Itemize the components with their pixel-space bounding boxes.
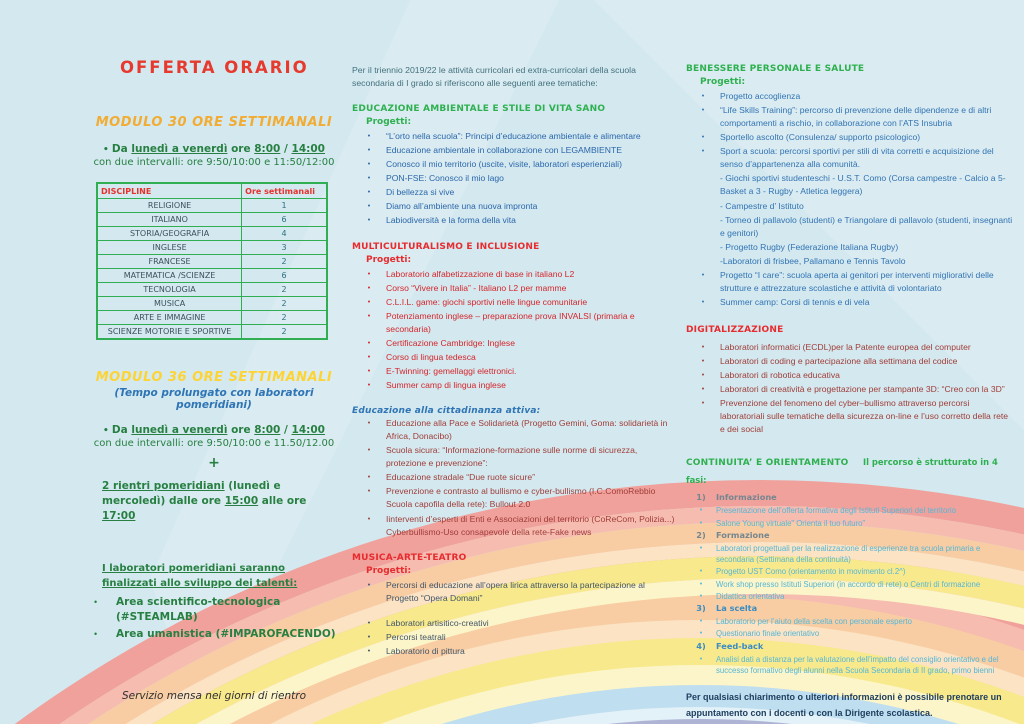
list-item: [352, 186, 675, 199]
bullet-marker: •: [699, 655, 703, 663]
list-item-text: Corso “Vivere in Italia” - Italiano L2 per mamme: [386, 282, 567, 293]
list-item: [352, 579, 675, 605]
list-item: [686, 341, 1014, 354]
module36-subtitle: (Tempo prolungato con laboratori pomeridiani): [114, 387, 314, 411]
list-item: [686, 214, 1014, 240]
list-item-text: Feed-back: [716, 640, 764, 651]
list-item: [686, 530, 1014, 542]
list-item-text: Laboratori progettuali per la realizzazione di esperienze tra scuola primaria e secondaria (Settimana della continuità): [716, 543, 981, 565]
list-item: [686, 591, 1014, 602]
list-item-text: Work shop presso Istituti Superiori (in accordo di rete) o Centri di formazione: [716, 579, 981, 589]
list-item: [352, 337, 675, 350]
list-item-text: Progetto accoglienza: [720, 91, 801, 101]
list-item: [686, 616, 1014, 627]
table-header-discipline: DISCIPLINE: [97, 183, 242, 199]
list-item-text: Iinterventi d’esperti di Enti e Associazioni del territorio (CoReCom, Polizia...) Cyberbullismo-Uso consapevole della rete-Fake news: [386, 513, 675, 537]
bullet-marker: •: [701, 134, 705, 142]
list-item-text: - Giochi sportivi studenteschi - U.S.T. Como (Corsa campestre - Calcio a 5- Basket a 3 - Rugby - Atletica leggera): [720, 173, 1006, 197]
module36-title: MODULO 36 ORE SETTIMANALI: [95, 370, 333, 385]
bullet-marker: •: [699, 507, 703, 515]
section-heading-musica-arte-teatro: MUSICA-ARTE-TEATRO: [352, 552, 467, 563]
list-item-text: Progetto UST Como (orientamento in movimento cl.2^): [716, 567, 906, 577]
table-row: [97, 241, 327, 255]
module30-title: MODULO 30 ORE SETTIMANALI: [95, 115, 333, 130]
text-segment: alle ore: [258, 495, 307, 508]
section-heading-continuita: [686, 452, 1014, 488]
bullet-marker: •: [699, 593, 703, 600]
list-item-text: Diamo all’ambiente una nuova impronta: [386, 201, 538, 212]
table-row: [97, 269, 327, 283]
list-item: [686, 383, 1014, 396]
text-segment: /: [280, 424, 292, 436]
progetti-label: Progetti:: [700, 77, 746, 87]
progetti-label: Progetti:: [366, 565, 412, 576]
section-heading-benessere: BENESSERE PERSONALE E SALUTE: [686, 64, 865, 74]
list-item: [88, 595, 340, 625]
list-item: [686, 603, 1014, 615]
hours-cell: 2: [242, 297, 327, 311]
list-item: [352, 471, 675, 484]
list-item: [686, 296, 1014, 309]
list-item-text: Laboratori di creatività e progettazione per stampante 3D: “Creo con la 3D”: [720, 384, 1005, 395]
list-item-text: Sport a scuola: percorsi sportivi per stili di vita corretti e acquisizione del senso d’appartenenza alla comunità.: [720, 146, 994, 170]
list-item-text: Summer camp di lingua inglese: [386, 380, 506, 391]
hours-cell: 2: [242, 255, 327, 269]
bullet-marker: •: [367, 353, 371, 361]
benessere-project-list: [686, 90, 1014, 309]
section-heading-digitalizzazione: DIGITALIZZAZIONE: [686, 325, 784, 335]
table-row: [97, 311, 327, 325]
bullet-marker: •: [367, 270, 371, 278]
list-item-text: Educazione stradale “Due ruote sicure”: [386, 472, 536, 483]
list-item: [352, 365, 675, 378]
list-item-text: Scuola sicura: “Informazione-formazione sulle norme di sicurezza, protezione e prevenzione”:: [386, 445, 638, 469]
list-item: [352, 296, 675, 309]
list-item-text: Conosco il mio territorio (uscite, visite, laboratori esperienziali): [386, 159, 622, 170]
module36-intervals: con due intervalli: ore 9:50/10:00 e 11.50/12.00: [93, 438, 335, 449]
table-row: [97, 297, 327, 311]
list-item-text: Summer camp: Corsi di tennis e di vela: [720, 296, 870, 307]
text-segment: 2 rientri pomeridiani: [102, 480, 225, 492]
list-item: [686, 518, 1014, 529]
list-item-text: Analisi dati a distanza per la valutazione dell’impatto del consiglio orientativo e del successo formativo degli alunni nella Scuola Secondaria di II grado, primo bienni: [716, 654, 999, 675]
list-item: [686, 505, 1014, 516]
list-item: [352, 172, 675, 185]
list-item: [686, 269, 1014, 295]
text-segment: 8:00: [254, 424, 281, 436]
section-heading-multiculturalismo: MULTICULTURALISMO E INCLUSIONE: [352, 241, 540, 252]
list-item: [686, 397, 1014, 436]
table-row: [97, 227, 327, 241]
list-item: [686, 641, 1014, 653]
page-title: OFFERTA ORARIO: [120, 58, 309, 77]
list-item-text: PON-FSE: Conosco il mio lago: [386, 173, 504, 184]
discipline-cell: STORIA/GEOGRAFIA: [97, 227, 242, 241]
disciplines-table: [96, 182, 328, 340]
list-item-text: Progetto “I care”: scuola aperta ai genitori per interventi migliorativi delle strutture e attrezzature scolastiche e attività di volontariato: [720, 269, 994, 293]
bullet-marker: •: [701, 107, 705, 115]
hours-cell: 2: [242, 311, 327, 325]
bullet-marker: •: [367, 447, 371, 455]
list-item-text: C.L.I.L. game: giochi sportivi nelle lingue comunitarie: [386, 296, 588, 307]
afternoon-returns: [102, 479, 340, 525]
list-item: [686, 369, 1014, 382]
text-segment: Da: [111, 143, 132, 155]
right-column: [686, 64, 1014, 724]
list-item-text: Percorsi teatrali: [386, 631, 446, 642]
discipline-cell: RELIGIONE: [97, 199, 242, 213]
list-item-text: “L’orto nella scuola”: Principi d’educazione ambientale e alimentare: [386, 131, 641, 142]
list-item: [352, 444, 675, 470]
multiculturalismo-project-list: [352, 268, 675, 393]
bullet-marker: 3): [696, 603, 706, 614]
bullet-marker: •: [367, 581, 371, 589]
list-item-text: Area scientifico-tecnologica (#STEAMLAB): [116, 595, 281, 623]
list-item-text: Informazione: [716, 492, 777, 503]
list-item-text: Corso di lingua tedesca: [386, 351, 476, 362]
text-segment: 8:00: [254, 143, 281, 155]
list-item: [686, 628, 1014, 639]
bullet-marker: •: [367, 515, 371, 523]
bullet-marker: •: [367, 474, 371, 482]
orientamento-phase-list: [686, 492, 1014, 676]
bullet-marker: •: [367, 189, 371, 197]
list-item: [352, 417, 675, 443]
bullet-marker: •: [367, 619, 371, 627]
bullet-marker: 1): [696, 492, 706, 503]
bullet-marker: •: [367, 633, 371, 641]
intro-paragraph: Per il triennio 2019/22 le attività curricolari ed extra-curricolari della scuola secondaria di I grado si riferiscono alle seguenti aree tematiche:: [352, 65, 636, 89]
section-heading-cittadinanza: Educazione alla cittadinanza attiva:: [352, 406, 541, 417]
continuita-title: CONTINUITA’ E ORIENTAMENTO: [686, 458, 849, 469]
list-item: [686, 579, 1014, 590]
list-item: [686, 90, 1014, 103]
bullet-marker: •: [699, 618, 703, 626]
bullet-marker: •: [367, 284, 371, 292]
list-item-text: Formazione: [716, 529, 770, 540]
bullet-marker: •: [701, 400, 705, 408]
list-item: [352, 200, 675, 213]
list-item-text: La scelta: [716, 603, 758, 614]
list-item-text: Salone Young virtuale” Orienta il tuo futuro”: [716, 518, 866, 528]
bullet-marker: •: [701, 372, 705, 380]
list-item: [352, 158, 675, 171]
discipline-cell: SCIENZE MOTORIE E SPORTIVE: [97, 325, 242, 340]
list-item: [686, 566, 1014, 577]
bullet-marker: •: [699, 519, 703, 527]
list-item: [686, 172, 1014, 198]
list-item: [686, 200, 1014, 213]
bullet-marker: •: [701, 344, 705, 351]
bullet-marker: •: [367, 488, 371, 496]
module30-schedule: [88, 143, 340, 155]
bullet-marker: •: [699, 580, 703, 588]
bullet-marker: •: [367, 420, 371, 428]
bullet-marker: •: [367, 217, 371, 225]
text-segment: Da: [111, 424, 132, 436]
hours-cell: 6: [242, 269, 327, 283]
plus-sign: +: [208, 455, 220, 471]
list-item: [352, 513, 675, 539]
digitalizzazione-project-list: [686, 341, 1014, 436]
bullet-marker: •: [94, 596, 98, 607]
bullet-marker: •: [367, 339, 371, 347]
progetti-label: Progetti:: [366, 117, 412, 128]
text-segment: lunedì a venerdì: [131, 143, 228, 155]
list-item: [686, 492, 1014, 504]
bullet-marker: •: [701, 358, 705, 366]
bullet-marker: •: [367, 312, 371, 320]
list-item-text: Labiodiversità e la forma della vita: [386, 215, 516, 226]
ambiente-project-list: [352, 130, 675, 227]
list-item-text: Prevenzione del fenomeno del cyber–bullismo attraverso percorsi laboratoriali sulle tematiche della sicurezza on-line e l’uso corretto della rete e dei social: [720, 398, 1009, 435]
list-item: [352, 310, 675, 336]
list-item-text: Laboratori di coding e partecipazione alla settimana del codice: [720, 356, 958, 367]
list-item: [686, 255, 1014, 268]
discipline-cell: ARTE E IMMAGINE: [97, 311, 242, 325]
labs-intro: I laboratori pomeridiani saranno finalizzati allo sviluppo dei talenti:: [102, 562, 298, 589]
bullet-marker: •: [699, 544, 703, 552]
list-item: [352, 351, 675, 364]
list-item: [686, 145, 1014, 171]
list-item-text: Laboratori artisitico-creativi: [386, 617, 489, 628]
list-item: [88, 627, 340, 642]
table-row: [97, 283, 327, 297]
text-segment: 17:00: [102, 510, 136, 523]
list-item-text: - Torneo di pallavolo (studenti) e Triangolare di pallavolo (studenti, insegnanti e genitori): [720, 214, 1013, 238]
list-item: [352, 485, 675, 511]
list-item-text: Prevenzione e contrasto al bullismo e cyber-bullismo (I.C.ComoRebbio Scuola capofila della rete): Bullout 2.0: [386, 486, 656, 510]
list-item: [352, 282, 675, 295]
hours-cell: 2: [242, 283, 327, 297]
bullet-marker: 4): [696, 640, 706, 651]
bullet-marker: •: [367, 175, 371, 183]
discipline-cell: MATEMATICA /SCIENZE: [97, 269, 242, 283]
table-row: [97, 213, 327, 227]
table-row: [97, 325, 327, 340]
bullet-marker: •: [367, 203, 371, 211]
hours-cell: 2: [242, 325, 327, 340]
list-item-text: Educazione alla Pace e Solidarietà (Progetto Gemini, Goma: solidarietà in Africa, Donacibo): [386, 418, 668, 442]
text-segment: lunedì a venerdì: [131, 424, 228, 436]
list-item: [686, 654, 1014, 677]
bullet-marker: •: [367, 133, 371, 141]
contact-note: Per qualsiasi chiarimento o ulteriori informazioni è possibile prenotare un appuntamento con i docenti o con la Dirigente scolastica.: [686, 692, 1002, 718]
list-item: [352, 214, 675, 227]
discipline-cell: MUSICA: [97, 297, 242, 311]
discipline-cell: ITALIANO: [97, 213, 242, 227]
bullet-marker: •: [367, 382, 371, 390]
continuita-subtitle: Il percorso è strutturato in 4 fasi:: [686, 457, 998, 486]
list-item-text: Didattica orientativa: [716, 592, 785, 601]
bullet-marker: •: [367, 298, 371, 306]
list-item-text: Laboratorio di pittura: [386, 645, 465, 656]
bullet-marker: •: [701, 271, 705, 279]
list-item: [352, 268, 675, 281]
list-item: [352, 144, 675, 157]
bullet-marker: •: [699, 568, 703, 576]
hours-cell: 1: [242, 199, 327, 213]
list-item-text: Laboratori di robotica educativa: [720, 370, 840, 381]
list-item-text: E-Twinning: gemellaggi elettronici.: [386, 365, 517, 376]
discipline-cell: INGLESE: [97, 241, 242, 255]
table-header-hours: Ore settimanali: [242, 183, 327, 199]
bullet-marker: •: [701, 93, 705, 100]
middle-column: [352, 64, 675, 659]
list-item-text: Presentazione dell’offerta formativa degli Istituti Superiori del territorio: [716, 506, 956, 516]
list-item-text: - Progetto Rugby (Federazione Italiana Rugby): [720, 241, 899, 252]
left-column: [88, 58, 340, 702]
progetti-label: Progetti:: [366, 254, 412, 265]
bullet-marker: •: [94, 629, 98, 640]
list-item: [686, 241, 1014, 254]
bullet-marker: •: [701, 148, 705, 156]
bullet-marker: •: [701, 298, 705, 306]
table-row: [97, 199, 327, 213]
bullet-marker: 2): [696, 529, 706, 540]
list-item-text: Potenziamento inglese – preparazione prova INVALSI (primaria e secondaria): [386, 310, 635, 334]
list-item-text: - Campestre d’ Istituto: [720, 200, 804, 211]
list-item-text: Area umanistica (#IMPAROFACENDO): [116, 628, 336, 641]
discipline-cell: TECNOLOGIA: [97, 283, 242, 297]
bullet-marker: •: [701, 386, 705, 394]
list-item-text: “Life Skills Training”: percorso di prevenzione delle dipendenze e di altri comportamenti a rischio, in collaborazione con l’ATS Insubria: [720, 105, 992, 129]
list-item: [352, 130, 675, 143]
discipline-cell: FRANCESE: [97, 255, 242, 269]
list-item-text: -Laboratori di frisbee, Pallamano e Tennis Tavolo: [720, 255, 906, 266]
section-heading-ambiente: EDUCAZIONE AMBIENTALE E STILE DI VITA SANO: [352, 104, 606, 115]
list-item: [352, 631, 675, 644]
list-item: [352, 379, 675, 392]
list-item: [352, 645, 675, 658]
text-segment: 15:00: [224, 495, 259, 508]
musica-project-list: [352, 579, 675, 658]
module36-schedule: [88, 424, 340, 436]
bullet-marker: •: [367, 161, 371, 169]
list-item-text: Laboratori informatici (ECDL)per la Patente europea del computer: [720, 342, 971, 352]
bullet-marker: •: [367, 367, 371, 375]
list-item-text: Di bellezza si vive: [386, 187, 455, 198]
text-segment: 14:00: [291, 424, 325, 436]
mensa-note: Servizio mensa nei giorni di rientro: [121, 690, 307, 703]
text-segment: ore: [227, 424, 255, 436]
disciplines-table-body: [97, 199, 327, 340]
list-item-text: Laboratorio alfabetizzazione di base in italiano L2: [386, 268, 575, 279]
list-item-text: Sportello ascolto (Consulenza/ supporto psicologico): [720, 132, 921, 143]
bullet-marker: •: [367, 147, 371, 155]
labs-list: [88, 595, 340, 643]
module30-intervals: con due intervalli: ore 9:50/10:00 e 11:50/12:00: [93, 157, 335, 168]
list-item: [686, 543, 1014, 566]
list-item-text: Certificazione Cambridge: Inglese: [386, 337, 515, 348]
list-item-text: Laboratorio per l’aiuto della scelta con personale esperto: [716, 617, 912, 627]
list-item-text: Educazione ambientale in collaborazione con LEGAMBIENTE: [386, 145, 622, 156]
list-item: [352, 617, 675, 630]
text-segment: 14:00: [291, 143, 325, 155]
list-item: [686, 355, 1014, 368]
cittadinanza-project-list: [352, 417, 675, 539]
text-segment: /: [280, 143, 292, 155]
bullet-marker: •: [367, 647, 371, 655]
bullet-marker: •: [699, 630, 703, 638]
list-item-text: Questionario finale orientativo: [716, 629, 820, 639]
list-item: [686, 131, 1014, 144]
list-item: [686, 104, 1014, 130]
text-segment: ore: [227, 143, 255, 155]
hours-cell: 4: [242, 227, 327, 241]
table-row: [97, 255, 327, 269]
hours-cell: 6: [242, 213, 327, 227]
hours-cell: 3: [242, 241, 327, 255]
list-item-text: Percorsi di educazione all’opera lirica attraverso la partecipazione al Progetto “Opera Domani”: [386, 579, 645, 603]
text-segment: (lunedì e mercoledì) dalle ore: [102, 480, 281, 508]
